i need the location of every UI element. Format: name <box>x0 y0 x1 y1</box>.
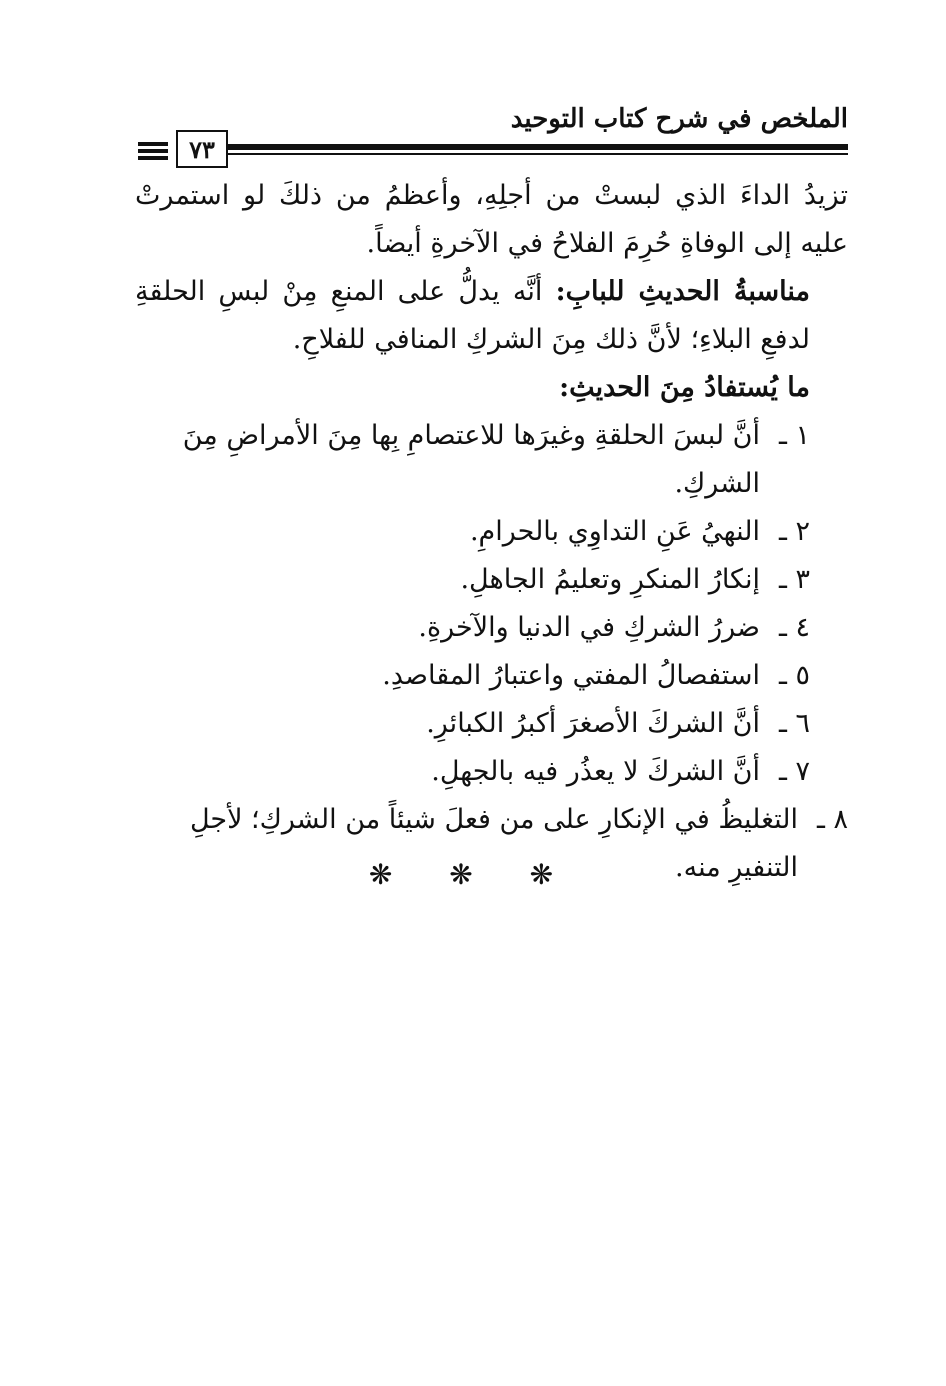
list-item-number: ٦ ـ <box>778 708 810 739</box>
list-item-number: ٣ ـ <box>778 564 810 595</box>
list-item <box>135 748 848 796</box>
section-relevance-text: أنَّه يدلُّ على المنعِ مِنْ لبسِ الحلقةِ لدفعِ البلاءِ؛ لأنَّ ذلك مِنَ الشركِ المنافي للفلاحِ. <box>135 276 810 355</box>
side-bar-2 <box>138 149 168 153</box>
header-side-bars <box>138 142 168 163</box>
section-benefits-heading: ما يُستفادُ مِنَ الحديثِ: <box>559 372 810 403</box>
list-item <box>135 652 848 700</box>
list-item-number: ٥ ـ <box>778 660 810 691</box>
list-item <box>135 604 848 652</box>
list-item-text: أنَّ الشركَ الأصغرَ أكبرُ الكبائرِ. <box>426 708 760 739</box>
page-body <box>135 172 848 892</box>
list-item <box>135 556 848 604</box>
list-item-number: ٤ ـ <box>778 612 810 643</box>
list-item <box>135 508 848 556</box>
list-item-text: إنكارُ المنكرِ وتعليمُ الجاهلِ. <box>460 564 760 595</box>
header-rule <box>228 144 848 155</box>
list-item-text: أنَّ لبسَ الحلقةِ وغيرَها للاعتصامِ بِها مِنَ الأمراضِ مِنَ الشركِ. <box>182 420 760 499</box>
section-relevance-heading: مناسبةُ الحديثِ للبابِ: <box>555 276 810 307</box>
paragraph-continuation: تزيدُ الداءَ الذي لبستْ من أجلِهِ، وأعظمُ من ذلكَ لو استمرتْ عليه إلى الوفاةِ حُرِمَ الفلاحُ في الآخرةِ أيضاً. <box>135 180 848 259</box>
list-item-number: ١ ـ <box>778 420 810 451</box>
benefits-list <box>135 412 848 892</box>
list-item-text: ضررُ الشركِ في الدنيا والآخرةِ. <box>418 612 760 643</box>
running-title: الملخص في شرح كتاب التوحيد <box>510 104 848 134</box>
side-bar-3 <box>138 156 168 160</box>
list-item-number: ٢ ـ <box>778 516 810 547</box>
side-bar-1 <box>138 142 168 146</box>
list-item-text: النهيُ عَنِ التداوِي بالحرامِ. <box>469 516 760 547</box>
list-item-text: أنَّ الشركَ لا يعذُر فيه بالجهلِ. <box>431 756 760 787</box>
section-separator: ❋ ❋ ❋ <box>368 858 578 891</box>
list-item-text: التغليظُ في الإنكارِ على من فعلَ شيئاً من الشركِ؛ لأجلِ التنفيرِ منه. <box>189 804 798 883</box>
list-item <box>135 700 848 748</box>
page-number: ٧٣ <box>176 130 228 168</box>
list-item-text: استفصالُ المفتي واعتبارُ المقاصدِ. <box>382 660 760 691</box>
section-relevance <box>135 268 848 364</box>
header-rule-thick <box>228 144 848 150</box>
list-item <box>135 412 848 508</box>
list-item-number: ٨ ـ <box>816 804 848 835</box>
header-rule-thin <box>228 153 848 155</box>
list-item-number: ٧ ـ <box>778 756 810 787</box>
